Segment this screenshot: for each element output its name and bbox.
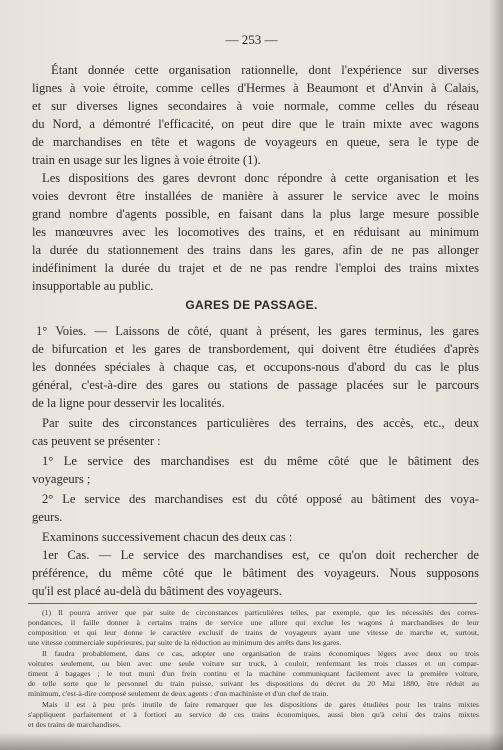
text-line: 2° Le service des marchandises est du côté opposé au bâtiment des voya- — [42, 492, 479, 506]
footnote-line: s'appliquent parfaitement et à fortiori au service de ces trains économiques, aussi bien qu'à celui des trains mixtes — [28, 710, 479, 719]
text-line: et sur diverses lignes secondaires à voie normale, comme celles du réseau — [32, 99, 479, 113]
text-line: les données spéciales à chaque cas, et occupons-nous d'abord du cas le plus — [32, 360, 479, 374]
text-line: Par suite des circonstances particulières des terrains, des accès, etc., deux — [42, 416, 479, 430]
footnote-line: une vitesse commerciale supérieures, par suite de la réduction au minimum des arrêts dans les gares. — [28, 638, 342, 647]
footnote-line: composition et qui leur donne le caractère exclusif de trains de voyageurs ayant une vitesse de marche et, surtout, — [28, 628, 479, 637]
footnote-line: et des trains de marchandises. — [28, 720, 121, 729]
page-edge-shadow — [489, 0, 503, 750]
text-line: cas peuvent se présenter : — [32, 434, 161, 448]
text-line: Les dispositions des gares devront donc répondre à cette organisation et les — [42, 171, 479, 185]
page-bottom-shadow — [0, 732, 503, 750]
text-line: 1° Voies. — Laissons de côté, quant à présent, les gares terminus, les gares — [36, 324, 479, 338]
text-line: train en usage sur les lignes à voie étroite (1). — [32, 153, 261, 167]
text-line: grand nombre d'agents possible, en faisant dans la plus large mesure possible — [32, 207, 479, 221]
text-line: de marchandises en tête et wagons de voyageurs en queue, sera le type de — [32, 135, 479, 149]
text-line: insupportable au public. — [32, 279, 154, 293]
text-line: voies devront être installées de manière à assurer le service avec le moins — [32, 189, 479, 203]
footnote-line: Mais il est à peu près inutile de faire remarquer que les dispositions de gares étudiées pour les trains mixtes — [42, 700, 479, 709]
footnote-line: voitures seulement, ou bien avec une seule voiture sur truck, à couloir, renfermant les trois classes et un compar- — [28, 659, 479, 668]
text-line: Étant donnée cette organisation rationnelle, dont l'expérience sur diverses — [51, 63, 479, 77]
section-heading: GARES DE PASSAGE. — [185, 298, 318, 312]
text-line: qu'il est placé au-delà du bâtiment des voyageurs. — [32, 584, 282, 598]
footnote-line: pondances, il faille donner à certains trains de service une allure qui exclue les wagons à marchandises de leur — [28, 618, 479, 627]
text-line: 1er Cas. — Le service des marchandises est, ce qu'on doit rechercher de — [42, 548, 479, 562]
text-line: indéfiniment la durée du trajet et de ne pas rendre l'emploi des trains mixtes — [32, 261, 479, 275]
footnote-line: timent à bagages ; le tout muni d'un frein continu et la machine communiquant facilement avec la première voiture, — [28, 669, 479, 678]
page-number: — 253 — — [225, 32, 278, 47]
text-line: 1° Le service des marchandises est du même côté que le bâtiment des — [42, 454, 479, 468]
text-line: les manœuvres avec les locomotives des trains, et en réduisant au minimum — [32, 225, 479, 239]
text-line: général, c'est-à-dire des gares ou stations de passage placées sur le parcours — [32, 378, 479, 392]
text-line: du Nord, a démontré l'efficacité, on peut dire que le train mixte avec wagons — [32, 117, 479, 131]
footnote-rule — [28, 603, 477, 604]
text-line: voyageurs ; — [32, 472, 91, 486]
footnote-line: Il faudra probablement, dans ce cas, adopter une organisation de trains économiques légers avec deux ou trois — [42, 649, 479, 658]
text-line: lignes à voie étroite, comme celles d'Hermes à Beaumont et d'Anvin à Calais, — [32, 81, 479, 95]
text-line: de bifurcation et les gares de transbordement, qui doivent être étudiées d'après — [32, 342, 479, 356]
text-line: la durée du stationnement des trains dans les gares, afin de ne pas allonger — [32, 243, 479, 257]
text-line: geurs. — [32, 510, 63, 524]
text-line: de la ligne pour desservir les localités. — [32, 396, 225, 410]
text-line: préférence, du même côté que le bâtiment des voyageurs. Nous supposons — [32, 566, 479, 580]
footnote-line: de telle sorte que le personnel du train puisse, suivant les dispositions du décret du 20 Mai 1880, être réduit au — [28, 679, 479, 688]
footnote-line: (1) Il pourra arriver que par suite de circonstances particulières telles, par exemple, que les nécessités des corres- — [42, 608, 479, 617]
text-line: Examinons successivement chacun des deux cas : — [42, 530, 293, 544]
footnote-line: minimum, c'est-à-dire composé seulement de deux agents : d'un machiniste et d'un chef de train. — [28, 689, 329, 698]
